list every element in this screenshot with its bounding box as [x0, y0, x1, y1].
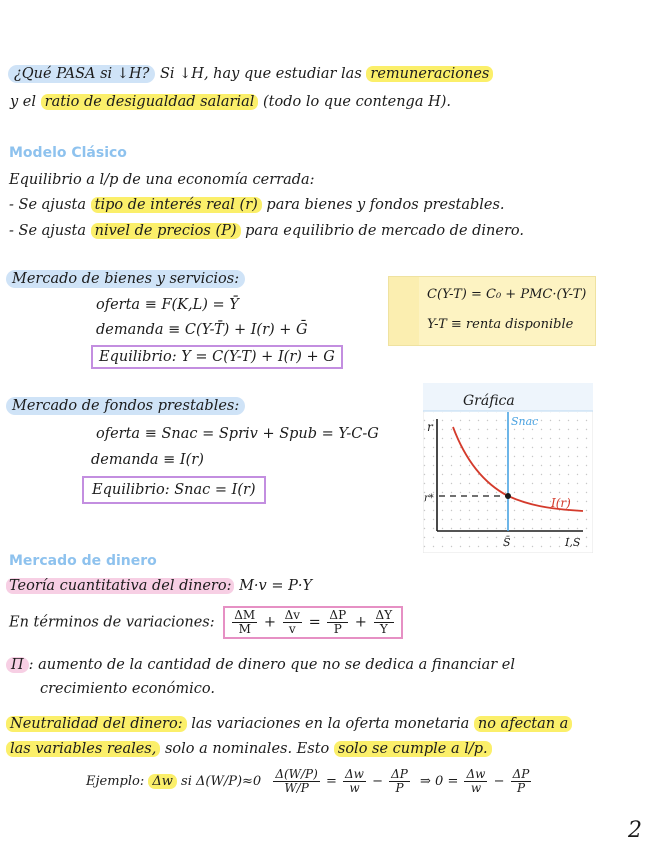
- frac-dp-ex-2-den: P: [516, 781, 526, 795]
- intro-highlight-remuneraciones: remuneraciones: [366, 66, 493, 82]
- fondos-title-line: [6, 398, 245, 414]
- intro-line2-b: (todo lo que contenga H).: [258, 94, 451, 110]
- heading-mercado-dinero: Mercado de dinero: [9, 553, 157, 569]
- ejemplo-minus-2: −: [493, 774, 505, 789]
- frac-dw-2-den: w: [470, 781, 482, 795]
- equilibrium-point: [505, 493, 511, 499]
- graph-title: Gráfica: [463, 393, 515, 409]
- frac-dY-num: ΔY: [375, 608, 393, 622]
- intro-line2-a: y el: [10, 94, 41, 110]
- bienes-oferta: oferta ≡ F(K,L) = Ȳ: [96, 297, 239, 313]
- pi-text: : aumento de la cantidad de dinero que no se dedica a financiar el: [28, 657, 515, 673]
- frac-dP-num: ΔP: [329, 608, 347, 622]
- intro-question: ¿Qué PASA si ↓H?: [8, 65, 155, 83]
- frac-dM: [232, 609, 257, 636]
- graph-svg: [423, 383, 593, 553]
- frac-dw-2: [464, 768, 487, 795]
- frac-dY-den: Y: [379, 622, 388, 636]
- heading-modelo-clasico: Modelo Clásico: [9, 145, 127, 161]
- loanable-funds-graph: [423, 383, 593, 553]
- clasico-l2-a: - Se ajusta: [9, 197, 91, 213]
- ejemplo-line: [86, 768, 533, 795]
- frac-dv-num: Δv: [284, 608, 301, 622]
- neutralidad-hl-no-afectan: no afectan a: [474, 716, 572, 732]
- clasico-l2-b: para bienes y fondos prestables.: [261, 197, 505, 213]
- bienes-title: Mercado de bienes y servicios:: [6, 270, 245, 288]
- r-star-label: r*: [424, 493, 434, 504]
- frac-dwp-den: W/P: [284, 781, 309, 795]
- s-bar-label: S̄: [503, 536, 511, 549]
- ir-label: I(r): [551, 496, 571, 510]
- frac-dP-den: P: [333, 622, 342, 636]
- neutralidad-hl-variables-reales: las variables reales,: [6, 741, 160, 757]
- frac-dwp: [273, 768, 319, 795]
- neutralidad-text-1: las variaciones en la oferta monetaria: [186, 716, 474, 732]
- fondos-equilibrio-line: [82, 482, 266, 498]
- neutralidad-line-1: [6, 716, 572, 732]
- teoria-cuantitativa: Teoría cuantitativa del dinero:: [6, 578, 234, 594]
- frac-dp-ex-num: ΔP: [391, 767, 408, 781]
- frac-dwp-num: Δ(W/P): [275, 767, 318, 781]
- neutralidad-text-2: solo a nominales. Esto: [160, 741, 334, 757]
- frac-dp-ex: [389, 768, 410, 795]
- bienes-equilibrio: Equilibrio: Y = C(Y-T) + I(r) + G: [91, 345, 343, 369]
- frac-dY: [374, 609, 395, 636]
- clasico-line-3: [9, 223, 524, 239]
- ejemplo-dw: Δw: [148, 774, 177, 789]
- frac-dp-ex-2: [511, 768, 532, 795]
- plus-1: +: [263, 614, 276, 631]
- highlight-nivel-precios: nivel de precios (P): [91, 223, 241, 239]
- frac-dw-den: w: [349, 781, 360, 795]
- clasico-line-1: Equilibrio a l/p de una economía cerrada:: [9, 172, 315, 188]
- variaciones-line: [9, 606, 403, 639]
- frac-dp-ex-den: P: [395, 781, 404, 795]
- bienes-equilibrio-line: [91, 349, 343, 365]
- variaciones-label: En términos de variaciones:: [9, 614, 215, 631]
- frac-dw-num: Δw: [345, 767, 364, 781]
- renta-disponible: Y-T ≡ renta disponible: [427, 317, 574, 332]
- page-number: 2: [628, 818, 642, 843]
- highlight-tipo-interes: tipo de interés real (r): [91, 197, 262, 213]
- bienes-demanda: demanda ≡ C(Y-T̄) + I(r) + Ḡ: [96, 322, 308, 338]
- ejemplo-condition: si Δ(W/P)≈0: [181, 774, 262, 789]
- teoria-line: [6, 578, 312, 594]
- frac-dP: [327, 609, 348, 636]
- bienes-title-line: [6, 271, 245, 287]
- intro-line-1: [8, 66, 493, 82]
- frac-dM-num: ΔM: [234, 608, 256, 622]
- intro-highlight-ratio: ratio de desigualdad salarial: [41, 94, 259, 110]
- consumption-function: C(Y-T) = C₀ + PMC·(Y-T): [427, 287, 587, 302]
- note-box-band: [389, 277, 419, 345]
- neutralidad-line-2: [6, 741, 492, 757]
- pi-text-2: crecimiento económico.: [40, 681, 215, 697]
- frac-dv-den: v: [288, 622, 296, 636]
- fondos-oferta: oferta ≡ Snac = Spriv + Spub = Y-C-G: [96, 426, 379, 442]
- frac-dM-den: M: [238, 622, 251, 636]
- intro-line-2: [10, 94, 451, 110]
- plus-2: +: [354, 614, 367, 631]
- teoria-equation: M·v = P·Y: [234, 578, 313, 594]
- ejemplo-equals: =: [325, 774, 337, 789]
- frac-dp-ex-2-num: ΔP: [512, 767, 530, 781]
- fondos-title: Mercado de fondos prestables:: [6, 397, 245, 415]
- clasico-line-2: [9, 197, 505, 213]
- variaciones-equation-box: [223, 606, 403, 639]
- intro-text: Si ↓H, hay que estudiar las: [155, 66, 367, 82]
- x-axis-label: I,S: [565, 536, 581, 549]
- y-axis-label: r: [427, 420, 433, 434]
- frac-dw: [343, 768, 366, 795]
- snac-label: Snac: [511, 415, 539, 428]
- equals-1: =: [308, 614, 321, 631]
- pi-line: [6, 657, 515, 673]
- consumption-note-box: [388, 276, 596, 346]
- neutralidad-title: Neutralidad del dinero:: [6, 716, 187, 732]
- ejemplo-label: Ejemplo:: [86, 774, 145, 789]
- ejemplo-minus: −: [372, 774, 383, 789]
- pi-symbol: Π: [6, 657, 29, 673]
- clasico-l3-b: para equilibrio de mercado de dinero.: [240, 223, 524, 239]
- ejemplo-implies: ⇒ 0 =: [420, 774, 459, 789]
- clasico-l3-a: - Se ajusta: [9, 223, 91, 239]
- frac-dw-2-num: Δw: [466, 767, 486, 781]
- fondos-demanda: demanda ≡ I(r): [91, 452, 204, 468]
- fondos-equilibrio: Equilibrio: Snac = I(r): [82, 476, 266, 504]
- neutralidad-hl-solo-lp: solo se cumple a l/p.: [334, 741, 492, 757]
- frac-dv: [283, 609, 302, 636]
